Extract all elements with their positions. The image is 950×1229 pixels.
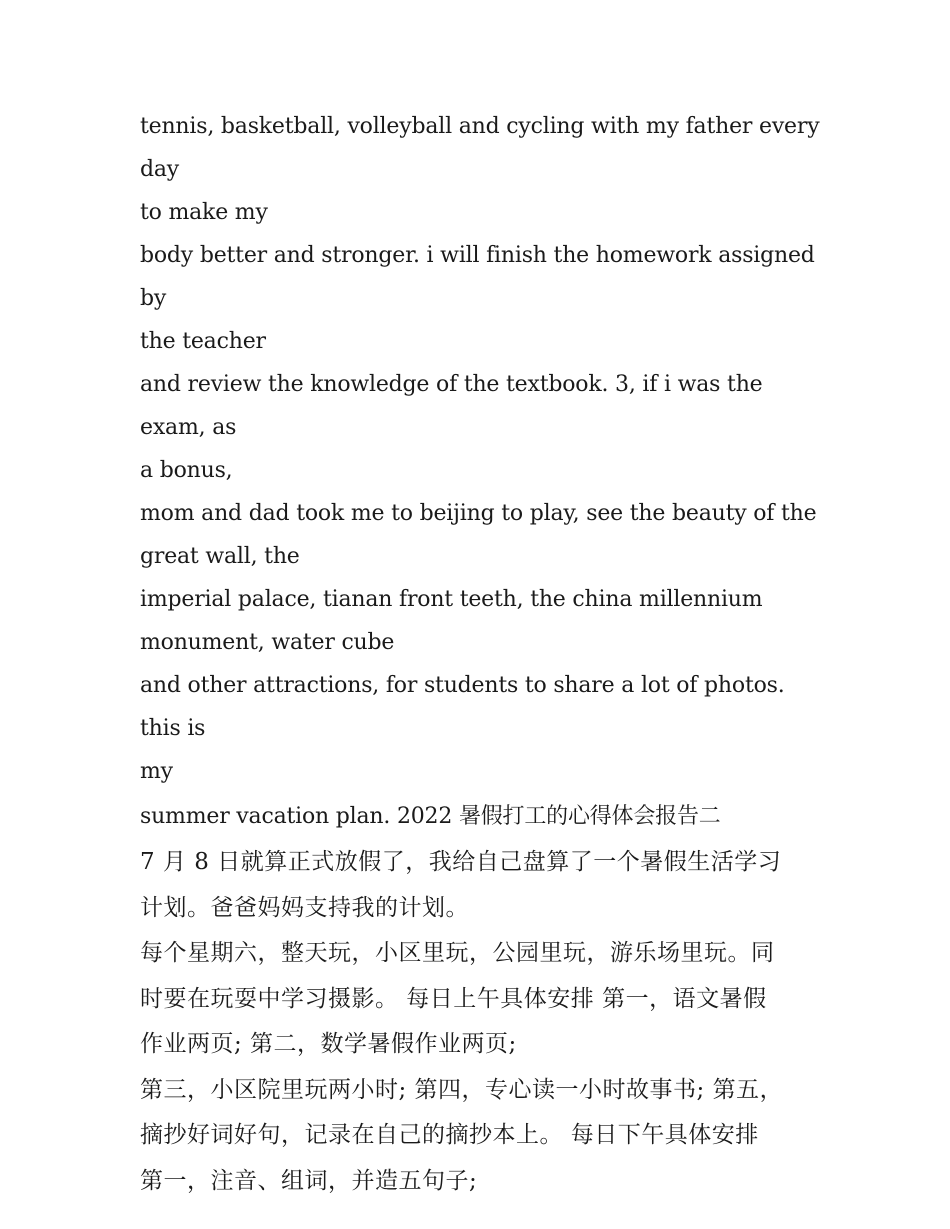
text-line: a bonus, <box>140 458 233 483</box>
text-line: great wall, the <box>140 544 300 569</box>
text-line-mixed: summer vacation plan. 2022 暑假打工的心得体会报告二 <box>140 804 721 829</box>
document-body <box>140 105 820 1204</box>
text-line-chinese: 时要在玩耍中学习摄影。 每日上午具体安排 第一，语文暑假 <box>140 985 767 1012</box>
text-line: imperial palace, tianan front teeth, the china millennium <box>140 587 763 612</box>
text-line: mom and dad took me to beijing to play, see the beauty of the <box>140 501 817 526</box>
text-line: and other attractions, for students to share a lot of photos. this is <box>140 673 785 741</box>
text-line-chinese: 作业两页; 第二，数学暑假作业两页; <box>140 1031 517 1057</box>
text-line: tennis, basketball, volleyball and cycling with my father every day <box>140 114 820 182</box>
text-line-chinese: 摘抄好词好句，记录在自己的摘抄本上。 每日下午具体安排 <box>140 1122 759 1148</box>
text-line-chinese: 计划。爸爸妈妈支持我的计划。 <box>140 894 469 921</box>
text-line: to make my <box>140 200 268 225</box>
text-line: body better and stronger. i will finish the homework assigned by <box>140 243 815 311</box>
text-line: monument, water cube <box>140 630 395 655</box>
text-line-chinese: 7 月 8 日就算正式放假了，我给自己盘算了一个暑假生活学习 <box>140 849 782 875</box>
text-line: my <box>140 759 173 784</box>
text-line: and review the knowledge of the textbook. 3, if i was the exam, as <box>140 372 763 440</box>
text-line-chinese: 第一，注音、组词，并造五句子; <box>140 1167 478 1194</box>
text-line-chinese: 第三，小区院里玩两小时; 第四，专心读一小时故事书; 第五， <box>140 1076 784 1103</box>
text-line-chinese: 每个星期六，整天玩，小区里玩，公园里玩，游乐场里玩。同 <box>140 940 775 966</box>
text-line: the teacher <box>140 329 266 354</box>
